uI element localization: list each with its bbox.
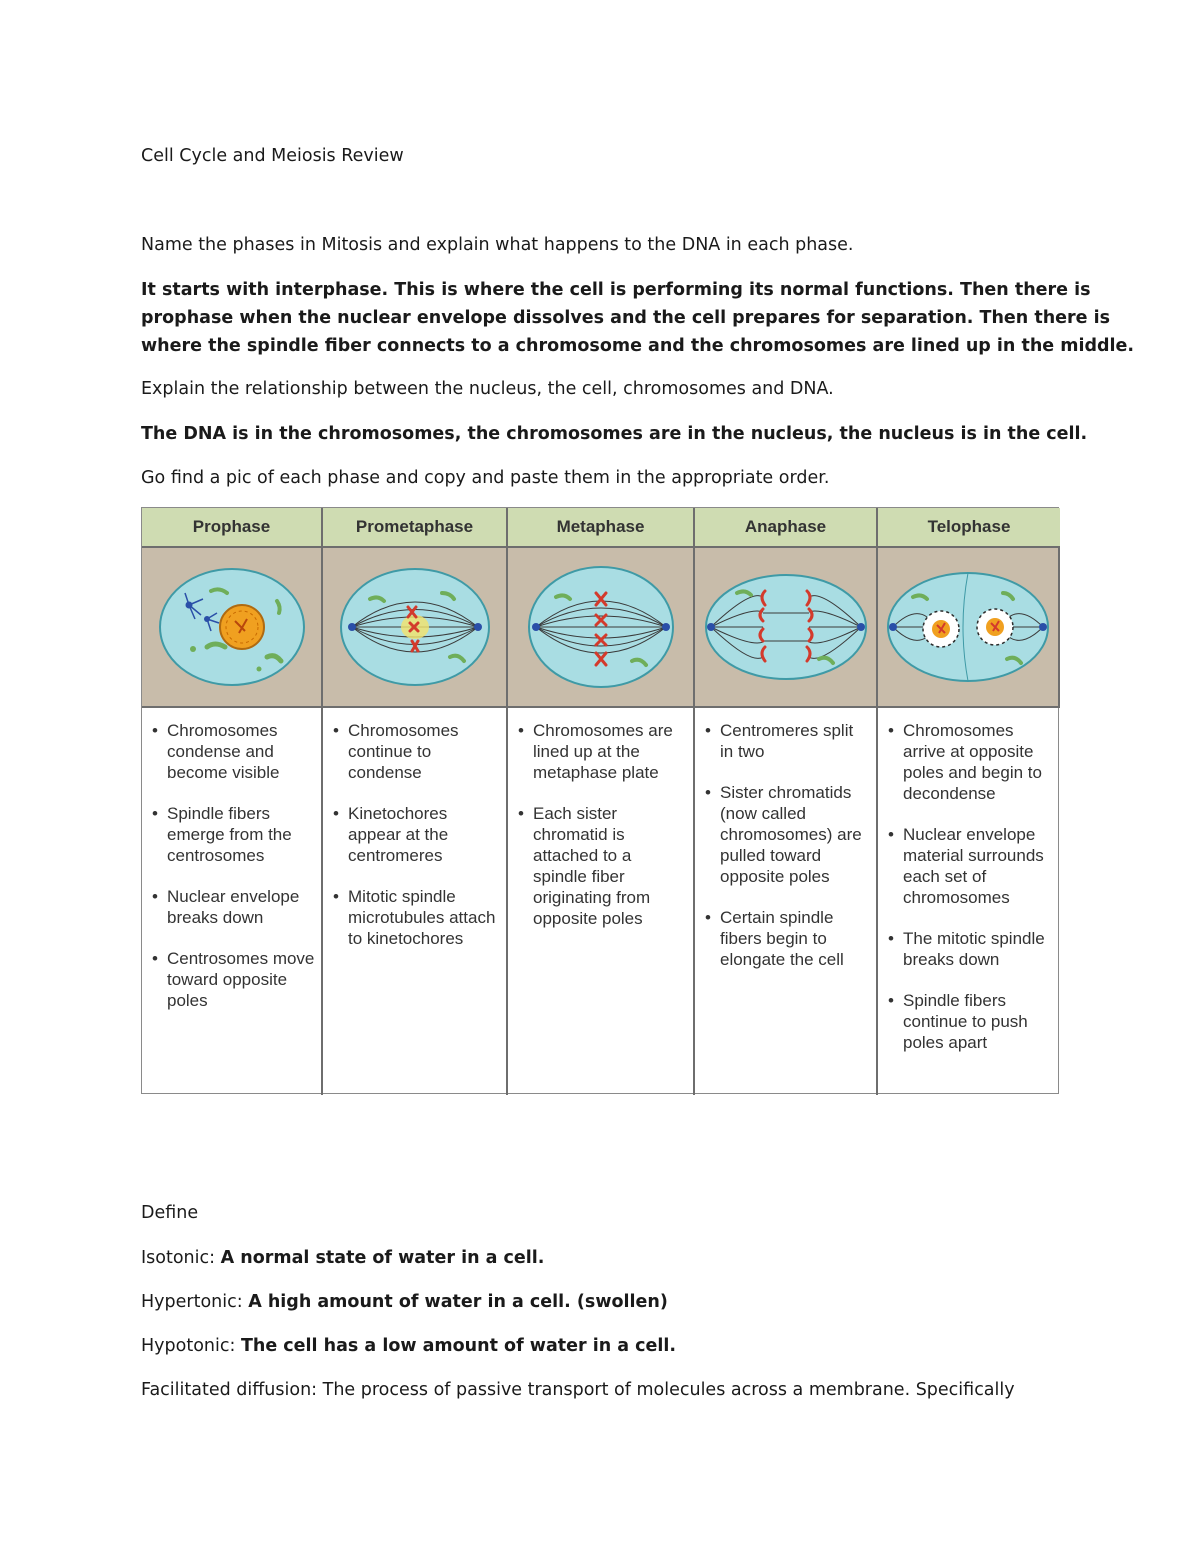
prometaphase-bullet: • Chromosomes continue to condense	[333, 720, 500, 783]
question-mitosis-phases: Name the phases in Mitosis and explain what happens to the DNA in each phase.	[141, 235, 854, 255]
prophase-bullet: • Nuclear envelope breaks down	[152, 886, 315, 928]
prometaphase-description	[323, 708, 508, 1095]
answer-mitosis-phases	[141, 276, 1135, 360]
definition-isotonic	[141, 1248, 544, 1268]
answer-line: where the spindle fiber connects to a chromosome and the chromosomes are lined up in the middle.	[141, 336, 1135, 356]
telophase-bullet: • Chromosomes arrive at opposite poles and begin to decondense	[888, 720, 1054, 804]
definition-term: Isotonic:	[141, 1248, 216, 1268]
telophase-bullet: • The mitotic spindle breaks down	[888, 928, 1054, 970]
definition-text: The process of passive transport of molecules across a membrane. Specifically	[322, 1380, 1015, 1400]
anaphase-bullet: • Sister chromatids (now called chromosomes) are pulled toward opposite poles	[705, 782, 870, 887]
definition-text: A high amount of water in a cell. (swollen)	[248, 1292, 668, 1312]
metaphase-bullet: • Each sister chromatid is attached to a spindle fiber originating from opposite poles	[518, 803, 687, 929]
question-relationship: Explain the relationship between the nucleus, the cell, chromosomes and DNA.	[141, 379, 834, 399]
answer-line: prophase when the nuclear envelope dissolves and the cell prepares for separation. Then there is	[141, 308, 1111, 328]
phase-header-prophase: Prophase	[142, 508, 323, 548]
metaphase-bullet: • Chromosomes are lined up at the metaphase plate	[518, 720, 687, 783]
definition-text: A normal state of water in a cell.	[220, 1248, 545, 1268]
telophase-cell-image	[878, 548, 1060, 708]
prophase-cell-image	[142, 548, 323, 708]
phase-header-anaphase: Anaphase	[695, 508, 878, 548]
metaphase-cell-image	[508, 548, 695, 708]
phase-header-prometaphase: Prometaphase	[323, 508, 508, 548]
prometaphase-bullet: • Mitotic spindle microtubules attach to kinetochores	[333, 886, 500, 949]
question-pictures: Go find a pic of each phase and copy and paste them in the appropriate order.	[141, 468, 830, 488]
anaphase-bullet: • Centromeres split in two	[705, 720, 870, 762]
telophase-bullet: • Nuclear envelope material surrounds each set of chromosomes	[888, 824, 1054, 908]
prophase-description	[142, 708, 323, 1095]
definition-term: Hypertonic:	[141, 1292, 243, 1312]
anaphase-cell-image	[695, 548, 878, 708]
mitosis-phases-figure	[141, 507, 1059, 1094]
prophase-bullet: • Spindle fibers emerge from the centrosomes	[152, 803, 315, 866]
definition-term: Hypotonic:	[141, 1336, 236, 1356]
phase-header-telophase: Telophase	[878, 508, 1060, 548]
anaphase-description	[695, 708, 878, 1095]
definition-hypertonic	[141, 1292, 668, 1312]
prophase-bullet: • Chromosomes condense and become visible	[152, 720, 315, 783]
telophase-description	[878, 708, 1060, 1095]
prometaphase-bullet: • Kinetochores appear at the centromeres	[333, 803, 500, 866]
prometaphase-cell-image	[323, 548, 508, 708]
define-heading: Define	[141, 1203, 199, 1223]
telophase-bullet: • Spindle fibers continue to push poles apart	[888, 990, 1054, 1053]
definition-text: The cell has a low amount of water in a cell.	[240, 1336, 677, 1356]
answer-relationship: The DNA is in the chromosomes, the chromosomes are in the nucleus, the nucleus is in the cell.	[141, 424, 1088, 444]
prophase-bullet: • Centrosomes move toward opposite poles	[152, 948, 315, 1011]
phase-header-metaphase: Metaphase	[508, 508, 695, 548]
answer-line: It starts with interphase. This is where the cell is performing its normal functions. Then there is	[141, 280, 1091, 300]
definition-hypotonic	[141, 1336, 676, 1356]
document-title: Cell Cycle and Meiosis Review	[141, 146, 404, 166]
anaphase-bullet: • Certain spindle fibers begin to elongate the cell	[705, 907, 870, 970]
metaphase-description	[508, 708, 695, 1095]
definition-term: Facilitated diffusion:	[141, 1380, 318, 1400]
definition-facilitated-diffusion	[141, 1380, 1015, 1400]
